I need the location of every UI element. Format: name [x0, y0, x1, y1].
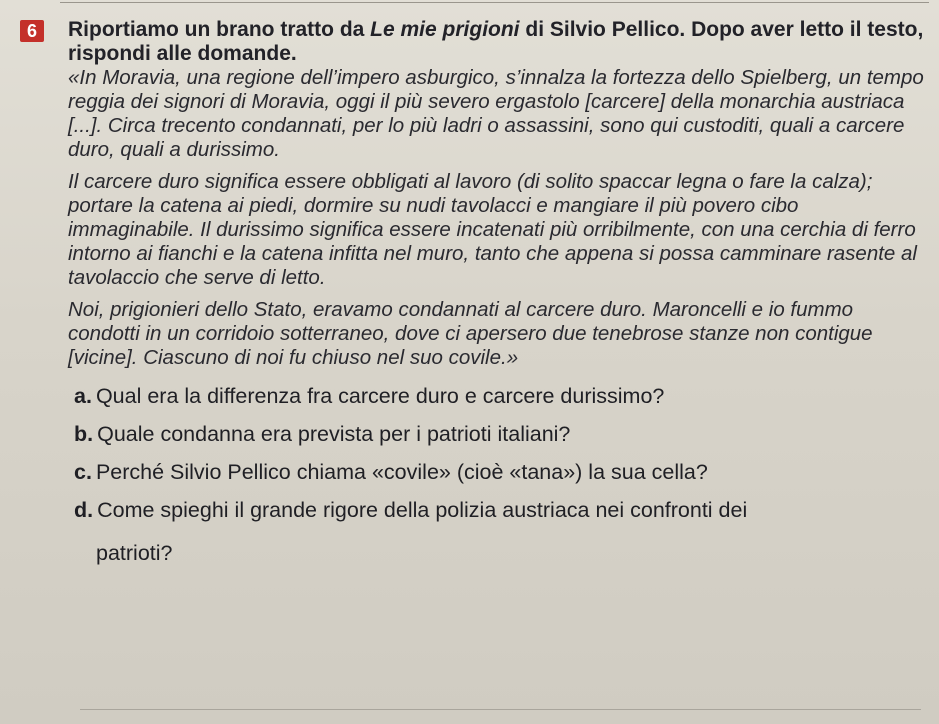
answer-line: [80, 709, 921, 710]
question-text: Perché Silvio Pellico chiama «covile» (cioè «tana») la sua cella?: [95, 460, 708, 484]
question-b: [74, 422, 929, 447]
question-letter: d.: [74, 498, 94, 522]
question-text: Come spieghi il grande rigore della polizia austriaca nei confronti dei: [97, 498, 748, 522]
question-list: [20, 384, 929, 566]
exercise-number-badge: 6: [20, 20, 44, 42]
question-text-continuation: patrioti?: [96, 541, 173, 565]
question-a: [74, 384, 929, 409]
question-text: Qual era la differenza fra carcere duro e carcere durissimo?: [95, 384, 665, 408]
question-d: [74, 498, 929, 566]
exercise-instructions: [68, 18, 929, 66]
instructions-text-end: di Silvio Pellico. Dopo aver letto il testo, rispondi alle domande.: [68, 18, 924, 65]
passage-paragraph-3: Noi, prigionieri dello Stato, eravamo condannati al carcere duro. Maroncelli e io fummo condotti in un corridoio sotterraneo, dove ci apersero due tenebrose stanze non contigue [vicine]. Ciascuno di noi fu chiuso nel suo covile.»: [68, 298, 873, 369]
top-divider: [60, 2, 929, 3]
question-letter: c.: [74, 460, 92, 484]
question-text: Quale condanna era prevista per i patrioti italiani?: [97, 422, 571, 446]
passage-paragraph-2: Il carcere duro significa essere obbligati al lavoro (di solito spaccar legna o fare la calza); portare la catena ai piedi, dormire su nudi tavolacci e mangiare il più povero cibo immaginabile. Il durissimo significa essere incatenati più orribilmente, con una cerchia di ferro intorno ai fianchi e la catena infitta nel muro, tanto che appena si possa camminare rasente al tavolaccio che serve di letto.: [68, 170, 917, 289]
question-letter: a.: [74, 384, 92, 408]
quoted-passage: [20, 66, 929, 370]
passage-paragraph-1: «In Moravia, una regione dell’impero asburgico, s’innalza la fortezza dello Spielberg, un tempo reggia dei signori di Moravia, oggi il più severo ergastolo [carcere] della monarchia austriaca [...]. Circa trecento condannati, per lo più ladri o assassini, sono qui custoditi, quali a carcere duro, quali a durissimo.: [68, 66, 924, 161]
question-letter: b.: [74, 422, 94, 446]
exercise-header: [20, 18, 929, 66]
question-c: [74, 460, 929, 485]
book-title: Le mie prigioni: [370, 18, 520, 41]
instructions-text-start: Riportiamo un brano tratto da: [68, 18, 371, 41]
